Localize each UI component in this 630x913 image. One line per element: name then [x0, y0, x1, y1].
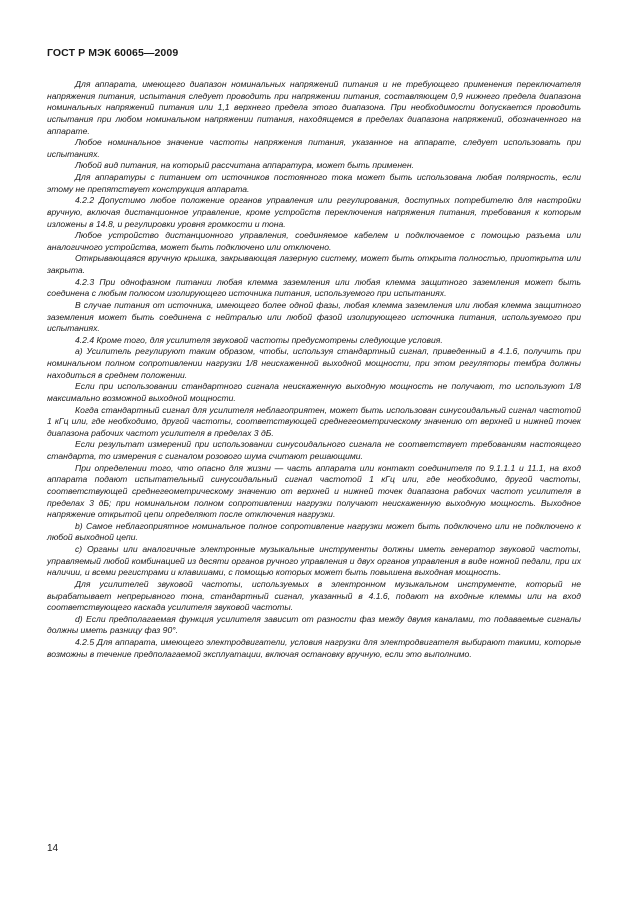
document-body: [47, 79, 581, 660]
paragraph: c) Органы или аналогичные электронные музыкальные инструменты должны иметь генератор звуковой частоты, управляемый любой комбинацией из десяти органов ручного управления и двух органов управления в виде ножной педали, при их наличии, и всеми регистрами и клавишами, с помощью которых может быть повышена выходная мощность.: [47, 544, 581, 578]
paragraph: Любое устройство дистанционного управления, соединяемое кабелем и подключаемое с помощью разъема или аналогичного устройства, может быть подключено или отключено.: [47, 230, 581, 252]
paragraph: 4.2.2 Допустимо любое положение органов управления или регулирования, доступных потребителю для настройки вручную, включая дистанционное управление, кроме устройств переключения напряжения питания, требования к которым изложены в 14.8, и регулировки уровня громкости и тона.: [47, 195, 581, 229]
paragraph: Любой вид питания, на который рассчитана аппаратура, может быть применен.: [75, 160, 414, 171]
paragraph: Для усилителей звуковой частоты, используемых в электронном музыкальном инструменте, который не вырабатывает непрерывного тона, стандартный сигнал, указанный в 4.1.6, подают на входные клеммы или на вход соответствующего каскада усилителя звуковой частоты.: [47, 578, 581, 613]
paragraph: Когда стандартный сигнал для усилителя неблагоприятен, может быть использован синусоидальный сигнал частотой 1 кГц или, где необходимо, другой частоты, соответствующей среднегеометрическому значению от верхней и нижней точек диапазона рабочих частот усилителя в пределах 3 дБ.: [47, 404, 581, 438]
paragraph: Любое номинальное значение частоты напряжения питания, указанное на аппарате, следует использовать при испытаниях.: [47, 137, 581, 159]
paragraph: Если результат измерений при использовании синусоидального сигнала не соответствует требованиям настоящего стандарта, то измерения с сигналом розового шума считают решающими.: [47, 439, 581, 461]
paragraph: b) Самое неблагоприятное номинальное полное сопротивление нагрузки может быть подключено или не подключено к любой выходной цепи.: [47, 520, 581, 543]
paragraph: Для аппаратуры с питанием от источников постоянного тока может быть использована любая полярность, если этому не препятствует конструкция аппарата.: [47, 172, 581, 194]
paragraph: Открывающаяся вручную крышка, закрывающая лазерную систему, может быть открыта полностью, приоткрыта или закрыта.: [47, 253, 581, 275]
paragraph: Для аппарата, имеющего диапазон номинальных напряжений питания и не требующего применения переключателя напряжения питания, испытания следует проводить при напряжении питания, составляющем 0,9 нижнего предела диапазона номинальных напряжений питания или 1,1 верхнего предела этого диапазона. При необходимости допускается проводить испытания при любом номинальном напряжении питания, находящемся в пределах диапазона напряжений, обозначенного на аппарате.: [47, 79, 581, 136]
paragraph: а) Усилитель регулируют таким образом, чтобы, используя стандартный сигнал, приведенный в 4.1.6, получить при номинальном полном сопротивлении нагрузки 1/8 неискаженной выходной мощности, при этом регуляторы тембра должны находиться в среднем положении.: [47, 346, 581, 380]
document-header: ГОСТ Р МЭК 60065—2009: [47, 47, 179, 59]
paragraph: 4.2.3 При однофазном питании любая клемма заземления или любая клемма защитного заземления может быть соединена с любым полюсом изолирующего источника питания, используемого при испытаниях.: [47, 276, 581, 299]
paragraph: При определении того, что опасно для жизни — часть аппарата или контакт соединителя по 9.1.1.1 и 11.1, на вход аппарата подают испытательный синусоидальный сигнал частотой 1 кГц или, где необходимо, другой частоты, соответствующей среднегеометрическому значению от верхней и нижней точек диапазона рабочих частот усилителя в пределах 3 дБ; при номинальном полном сопротивлении нагрузки получают неискаженную выходную мощность. Выходное напряжение открытой цепи определяют после отключения нагрузки.: [47, 462, 581, 520]
paragraph: d) Если предполагаемая функция усилителя зависит от разности фаз между двумя каналами, то подаваемые сигналы должны иметь разницу фаз 90°.: [47, 613, 581, 636]
paragraph: Если при использовании стандартного сигнала неискаженную выходную мощность не получают, то используют 1/8 максимально возможной выходной мощности.: [47, 381, 581, 403]
paragraph: 4.2.4 Кроме того, для усилителя звуковой частоты предусмотрены следующие условия.: [75, 334, 443, 345]
paragraph: В случае питания от источника, имеющего более одной фазы, любая клемма заземления или любая клемма защитного заземления может быть соединена с нейтралью или любой фазой изолирующего источника питания, используемого при испытаниях.: [47, 299, 581, 334]
page-number: 14: [47, 843, 59, 854]
paragraph: 4.2.5 Для аппарата, имеющего электродвигатели, условия нагрузки для электродвигателя выбирают такими, которые возможны в течение предполагаемой эксплуатации, включая остановку вручную, если это выполнимо.: [47, 637, 581, 659]
